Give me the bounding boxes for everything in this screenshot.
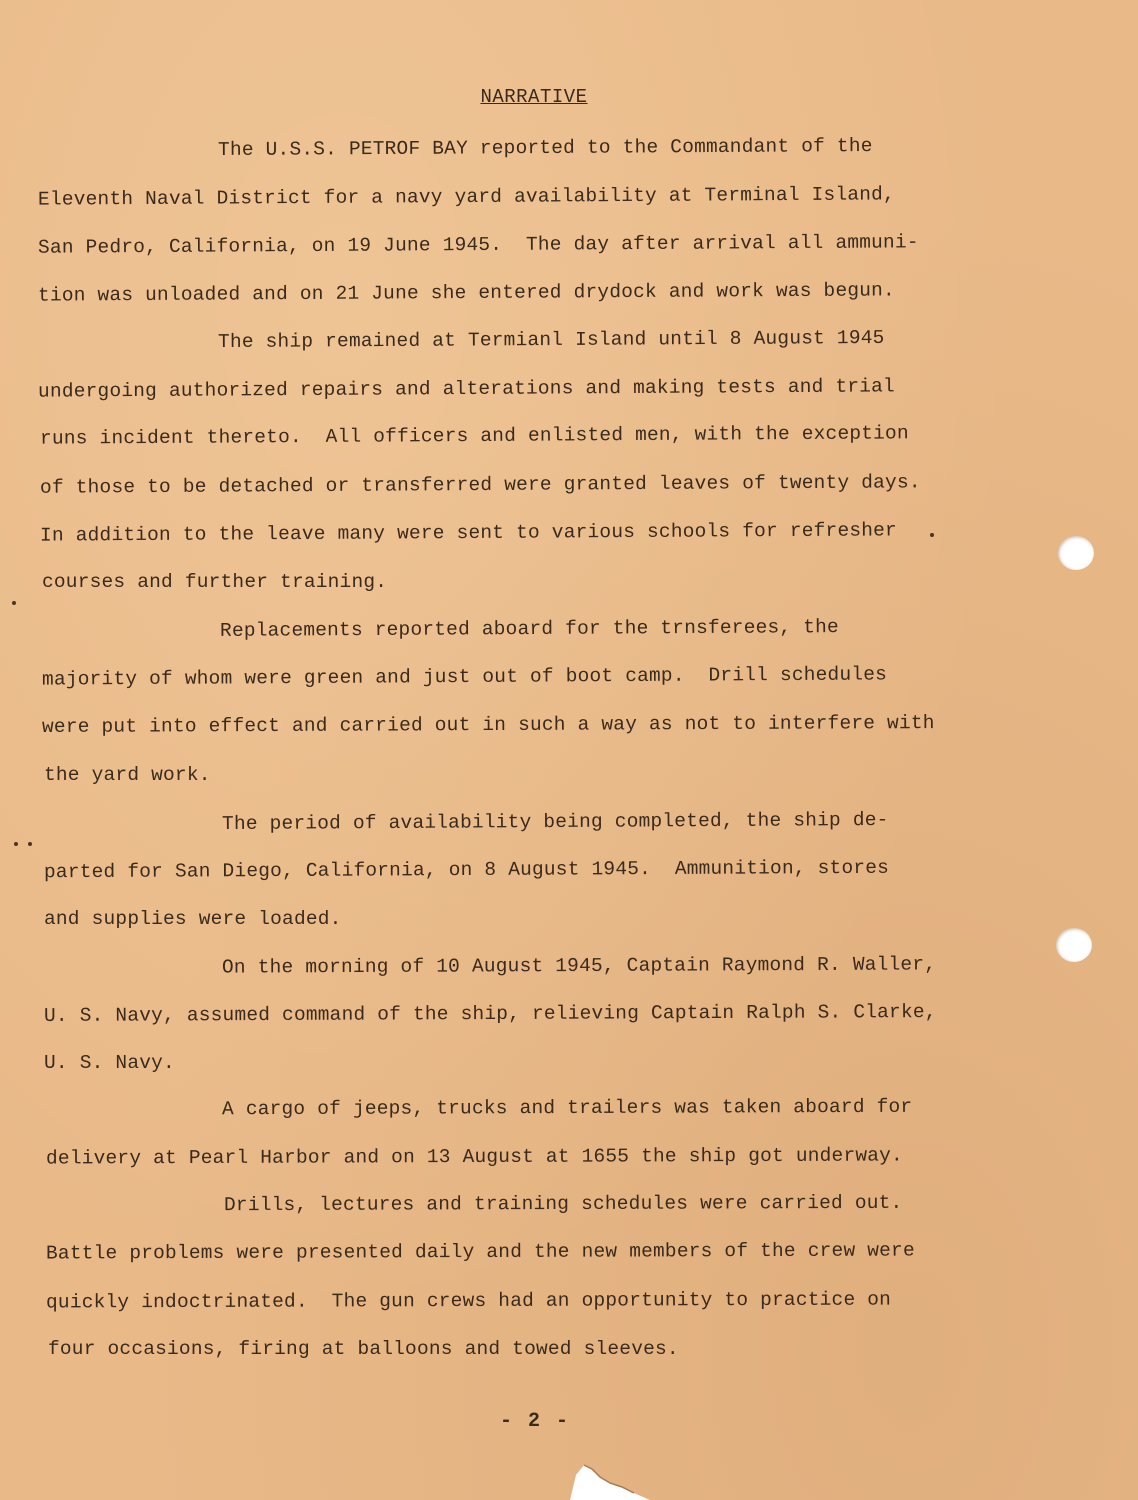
text-line: four occasions, firing at balloons and towed sleeves. [48,1338,679,1360]
text-line: majority of whom were green and just out of boot camp. Drill schedules [41,663,888,691]
text-line: The period of availability being completed, the ship de- [221,808,889,836]
text-line: U. S. Navy, assumed command of the ship, relieving Captain Ralph S. Clarke, [43,1001,937,1027]
paper-speck [12,601,16,605]
punch-hole [1056,928,1092,962]
text-line: The ship remained at Termianl Island until 8 August 1945 [217,326,885,354]
text-line: courses and further training. [42,571,388,593]
punch-hole [1058,536,1094,570]
text-line: were put into effect and carried out in such a way as not to interfere with [41,712,935,738]
text-line: runs incident thereto. All officers and enlisted men, with the exception [39,422,909,450]
text-line: San Pedro, California, on 19 June 1945. The day after arrival all ammuni- [37,231,919,259]
page-number: - 2 - [500,1410,571,1433]
document-title: NARRATIVE [480,86,588,108]
text-line: parted for San Diego, California, on 8 August 1945. Ammunition, stores [43,856,890,884]
text-line: the yard work. [44,764,211,786]
text-line: Battle problems were presented daily and the new members of the crew were [45,1239,915,1265]
text-line: The U.S.S. PETROF BAY reported to the Commandant of the [217,135,873,161]
text-line: A cargo of jeeps, trucks and trailers was taken aboard for [221,1095,913,1121]
text-line: Eleventh Naval District for a navy yard availability at Terminal Island, [37,183,895,211]
text-line: of those to be detached or transferred were granted leaves of twenty days. [39,471,921,499]
text-line: In addition to the leave many were sent to various schools for refresher [39,519,897,547]
text-line: delivery at Pearl Harbor and on 13 August at 1655 the ship got underway. [45,1144,903,1170]
paper-tear [570,1455,650,1500]
text-line: quickly indoctrinated. The gun crews had an opportunity to practice on [45,1288,892,1314]
text-line: On the morning of 10 August 1945, Captain Raymond R. Waller, [221,953,937,979]
text-line: U. S. Navy. [44,1052,175,1074]
text-line: tion was unloaded and on 21 June she entered drydock and work was begun. [37,279,895,307]
paper-speck [930,533,934,537]
paper-speck [14,842,18,846]
text-line: Replacements reported aboard for the trnsferees, the [219,616,839,642]
paper-speck [28,842,32,846]
text-line: and supplies were loaded. [44,908,342,930]
text-line: undergoing authorized repairs and alterations and making tests and trial [37,375,895,403]
text-line: Drills, lectures and training schedules were carried out. [223,1191,903,1217]
